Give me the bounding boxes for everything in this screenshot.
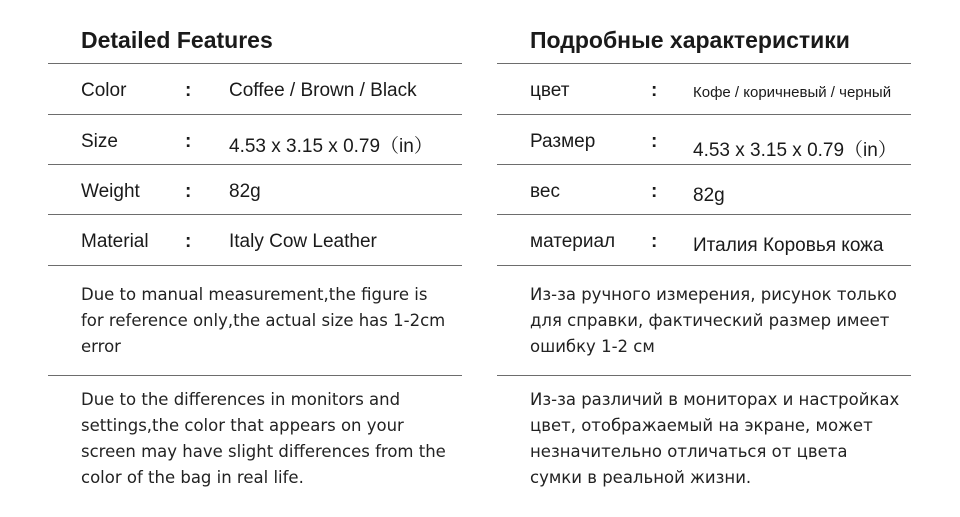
feature-separator: : [185, 231, 192, 252]
feature-label: Размер [530, 131, 596, 152]
feature-row-weight [497, 165, 911, 215]
feature-value: 82g [229, 181, 261, 202]
feature-value: Italy Cow Leather [229, 231, 377, 252]
feature-label: вес [530, 181, 560, 202]
feature-row-material [48, 215, 462, 265]
measurement-note: Из-за ручного измерения, рисунок только для справки, фактический размер имеет ошибку 1-2 см [530, 285, 897, 356]
feature-value: 4.53 x 3.15 x 0.79（in） [229, 136, 433, 157]
divider [48, 375, 462, 376]
feature-row-color [48, 64, 462, 114]
divider [497, 375, 911, 376]
feature-label: Color [81, 80, 127, 101]
feature-row-color [497, 64, 911, 114]
panel-title: Подробные характеристики [530, 27, 850, 53]
divider [48, 265, 462, 266]
feature-row-size [48, 115, 462, 165]
feature-label: Size [81, 131, 118, 152]
feature-separator: : [185, 80, 192, 101]
feature-separator: : [185, 131, 192, 152]
measurement-note: Due to manual measurement,the figure is for reference only,the actual size has 1-2cm error [81, 285, 446, 356]
feature-value: Италия Коровья кожа [693, 235, 884, 256]
feature-separator: : [651, 231, 658, 252]
feature-separator: : [651, 181, 658, 202]
color-note: Из-за различий в мониторах и настройках цвет, отображаемый на экране, может незначительно отличаться от цвета сумки в реальной жизни. [530, 390, 900, 487]
feature-label: материал [530, 231, 616, 252]
feature-value: Coffee / Brown / Black [229, 80, 417, 101]
feature-row-weight [48, 165, 462, 215]
feature-value: 82g [693, 185, 725, 206]
feature-label: Weight [81, 181, 140, 202]
feature-separator: : [185, 181, 192, 202]
feature-row-size [497, 115, 911, 165]
feature-row-material [497, 215, 911, 265]
feature-label: цвет [530, 80, 570, 101]
feature-value: Кофе / коричневый / черный [693, 84, 892, 101]
feature-label: Material [81, 231, 149, 252]
divider [497, 265, 911, 266]
color-note: Due to the differences in monitors and settings,the color that appears on your screen may have slight differences from the color of the bag in real life. [81, 390, 446, 487]
feature-separator: : [651, 131, 658, 152]
panel-title: Detailed Features [81, 27, 273, 53]
feature-separator: : [651, 80, 658, 101]
feature-value: 4.53 x 3.15 x 0.79（in） [693, 140, 897, 161]
